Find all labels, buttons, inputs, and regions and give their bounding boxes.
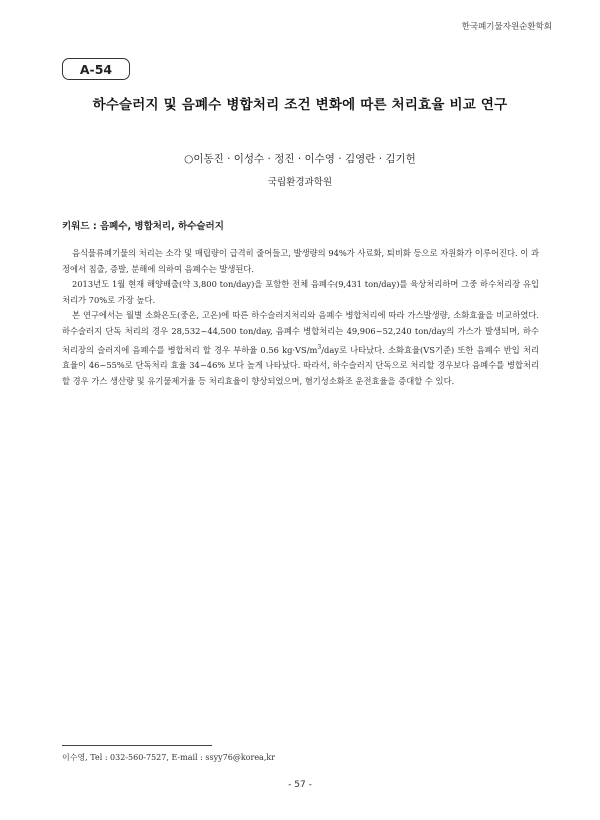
page-number: - 57 - bbox=[288, 780, 312, 790]
paper-title: 하수슬러지 및 음폐수 병합처리 조건 변화에 따른 처리효율 비교 연구 bbox=[92, 97, 508, 113]
paragraph-3 bbox=[62, 308, 539, 389]
corresponding-author-footnote: 이수영, Tel : 032-560-7527, E-mail : ssyy76@korea,kr bbox=[62, 753, 276, 762]
affiliation: 국립환경과학원 bbox=[267, 177, 333, 188]
unit-superscript: 3 bbox=[317, 343, 322, 351]
society-header: 한국폐기물자원순환학회 bbox=[461, 22, 552, 32]
author-list: ○이동진 · 이성수 · 정진 · 이수영 · 김영란 · 김기헌 bbox=[184, 153, 416, 165]
keywords: 키워드 : 음폐수, 병합처리, 하수슬러지 bbox=[62, 221, 224, 232]
abstract-code-badge: A-54 bbox=[62, 58, 130, 80]
abstract-body bbox=[62, 246, 539, 389]
paragraph-3-part-b: /day로 나타났다. 소화효율(VS기준) 또한 음폐수 반입 처리 효율이 46~55%로 단독처리 효율 34~46% 보다 높게 나타났다. 따라서, 하수슬러지 단독으로 처리할 경우보다 음폐수를 병합처리 할 경우 가스 생산량 및 유기물제거율 등 처리효율이 향상되었으며, 혐기성소화조 운전효율을 증대할 수 있다. bbox=[62, 344, 539, 386]
paragraph-3-part-a: 본 연구에서는 월별 소화온도(중온, 고온)에 따른 하수슬러지처리와 음폐수 병합처리에 따라 가스발생량, 소화효율을 비교하였다. 하수슬러지 단독 처리의 경우 28,532~44,500 ton/day, 음폐수 병합처리는 49,906~52,240 ton/day의 가스가 발생되며, 하수처리장의 슬러지에 음폐수를 병합처리 할 경우 부하율 0.56 kg·VS/m bbox=[62, 310, 539, 355]
footnote-divider bbox=[62, 745, 212, 746]
paragraph-1: 음식물류폐기물의 처리는 소각 및 매립량이 급격히 줄어들고, 발생량의 94%가 사료화, 퇴비화 등으로 자원화가 이루어진다. 이 과정에서 침출, 증발, 분해에 의하여 음폐수는 발생된다. bbox=[62, 248, 539, 274]
paragraph-2: 2013년도 1월 현재 해양배출(약 3,800 ton/day)을 포함한 전체 음폐수(9,431 ton/day)를 육상처리하며 그중 하수처리장 유입처리가 70%로 가장 높다. bbox=[62, 279, 539, 305]
